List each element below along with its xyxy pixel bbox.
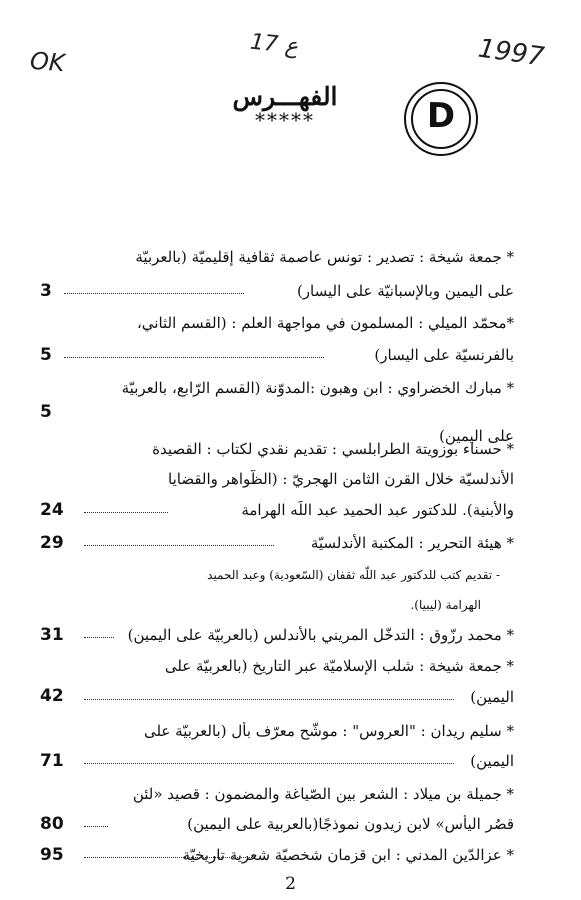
toc-leader-dots <box>64 357 324 358</box>
toc-entry-1-line-1: * جمعة شيخة : تصدير : تونس عاصمة ثقافية إقليميّة (بالعربيّة <box>135 248 514 266</box>
toc-leader-dots <box>84 857 254 858</box>
circular-stamp <box>404 82 478 156</box>
toc-entry-1-page: 3 <box>40 281 52 301</box>
toc-leader-dots <box>84 699 454 700</box>
toc-entry-10-line-1: * جميلة بن ميلاد : الشعر بين الصّياغة والمضمون : قصيد «لئن <box>132 785 514 803</box>
toc-entry-7-line-1: * محمد رزّوق : التدخّل المريني بالأندلس (بالعربيّة على اليمين) <box>127 626 514 644</box>
handwritten-reference-number: 17 ع <box>248 29 300 60</box>
toc-entry-2-line-1: *محمّد الميلي : المسلمون في مواجهة العلم : (القسم الثاني، <box>136 314 514 332</box>
toc-entry-3-page: 5 <box>40 402 52 422</box>
toc-entry-9-page: 71 <box>40 751 64 771</box>
toc-entry-11-page: 95 <box>40 845 64 865</box>
toc-entry-8-line-1: * جمعة شيخة : شلب الإسلاميّة عبر التاريخ (بالعربيّة على <box>164 657 514 675</box>
toc-entry-7-page: 31 <box>40 625 64 645</box>
page-title: الفهـــرس <box>232 82 338 111</box>
toc-leader-dots <box>84 763 454 764</box>
toc-entry-2-line-2: بالفرنسيّة على اليسار) <box>374 346 514 364</box>
toc-entry-10-page: 80 <box>40 814 64 834</box>
handwritten-ok-note: OK <box>29 46 66 78</box>
toc-entry-5-line-1: * هيئة التحرير : المكتبة الأندلسيّة <box>310 534 514 552</box>
toc-leader-dots <box>84 637 114 638</box>
toc-entry-9-line-2: اليمين) <box>470 752 514 770</box>
toc-leader-dots <box>84 545 274 546</box>
toc-entry-1-line-2: على اليمين وبالإسبانيّة على اليسار) <box>296 282 514 300</box>
toc-entry-10-line-2: قصُر اليأس» لابن زيدون نموذجًا(بالعربية على اليمين) <box>187 815 514 833</box>
toc-entry-5-page: 29 <box>40 533 64 553</box>
title-ornament-stars: ***** <box>255 108 315 132</box>
stamp-letter: D <box>426 96 456 136</box>
toc-entry-4-line-3: والأبنية). للدكتور عبد الحميد عبد اللّه الهرامة <box>241 501 514 519</box>
toc-entry-2-page: 5 <box>40 345 52 365</box>
toc-leader-dots <box>64 293 244 294</box>
toc-entry-8-line-2: اليمين) <box>470 688 514 706</box>
handwritten-year: 1997 <box>476 33 546 73</box>
toc-entry-3-line-1: * مبارك الخضراوي : ابن وهبون :المدوّنة (القسم الرّابع، بالعربيّة <box>121 379 514 397</box>
toc-entry-4-page: 24 <box>40 500 64 520</box>
toc-entry-8-page: 42 <box>40 686 64 706</box>
toc-entry-11-line-1: * عزالدّين المدني : ابن قزمان شخصيّة شعرية تاريخيّة <box>182 846 514 864</box>
toc-leader-dots <box>84 512 168 513</box>
toc-leader-dots <box>84 826 108 827</box>
toc-subnote-line-2: الهرامة (ليبيا). <box>410 598 481 612</box>
toc-subnote-line-1: - تقديم كتب للدكتور عبد اللّه ثقفان (السّعودية) وعبد الحميد <box>207 568 500 582</box>
toc-entry-4-line-2: الأندلسيّة خلال القرن الثامن الهجريّ : (الظّواهر والقضايا <box>168 470 514 488</box>
page-number: 2 <box>285 874 296 894</box>
toc-entry-9-line-1: * سليم ريدان : "العروس" : موشّح معرّف بأل (بالعربيّة على <box>143 722 514 740</box>
toc-entry-3-line-2: على اليمين) <box>439 427 514 445</box>
toc-entry-4-line-1: * حسناء بوزويتة الطرابلسي : تقديم نقدي لكتاب : القصيدة <box>152 440 514 458</box>
